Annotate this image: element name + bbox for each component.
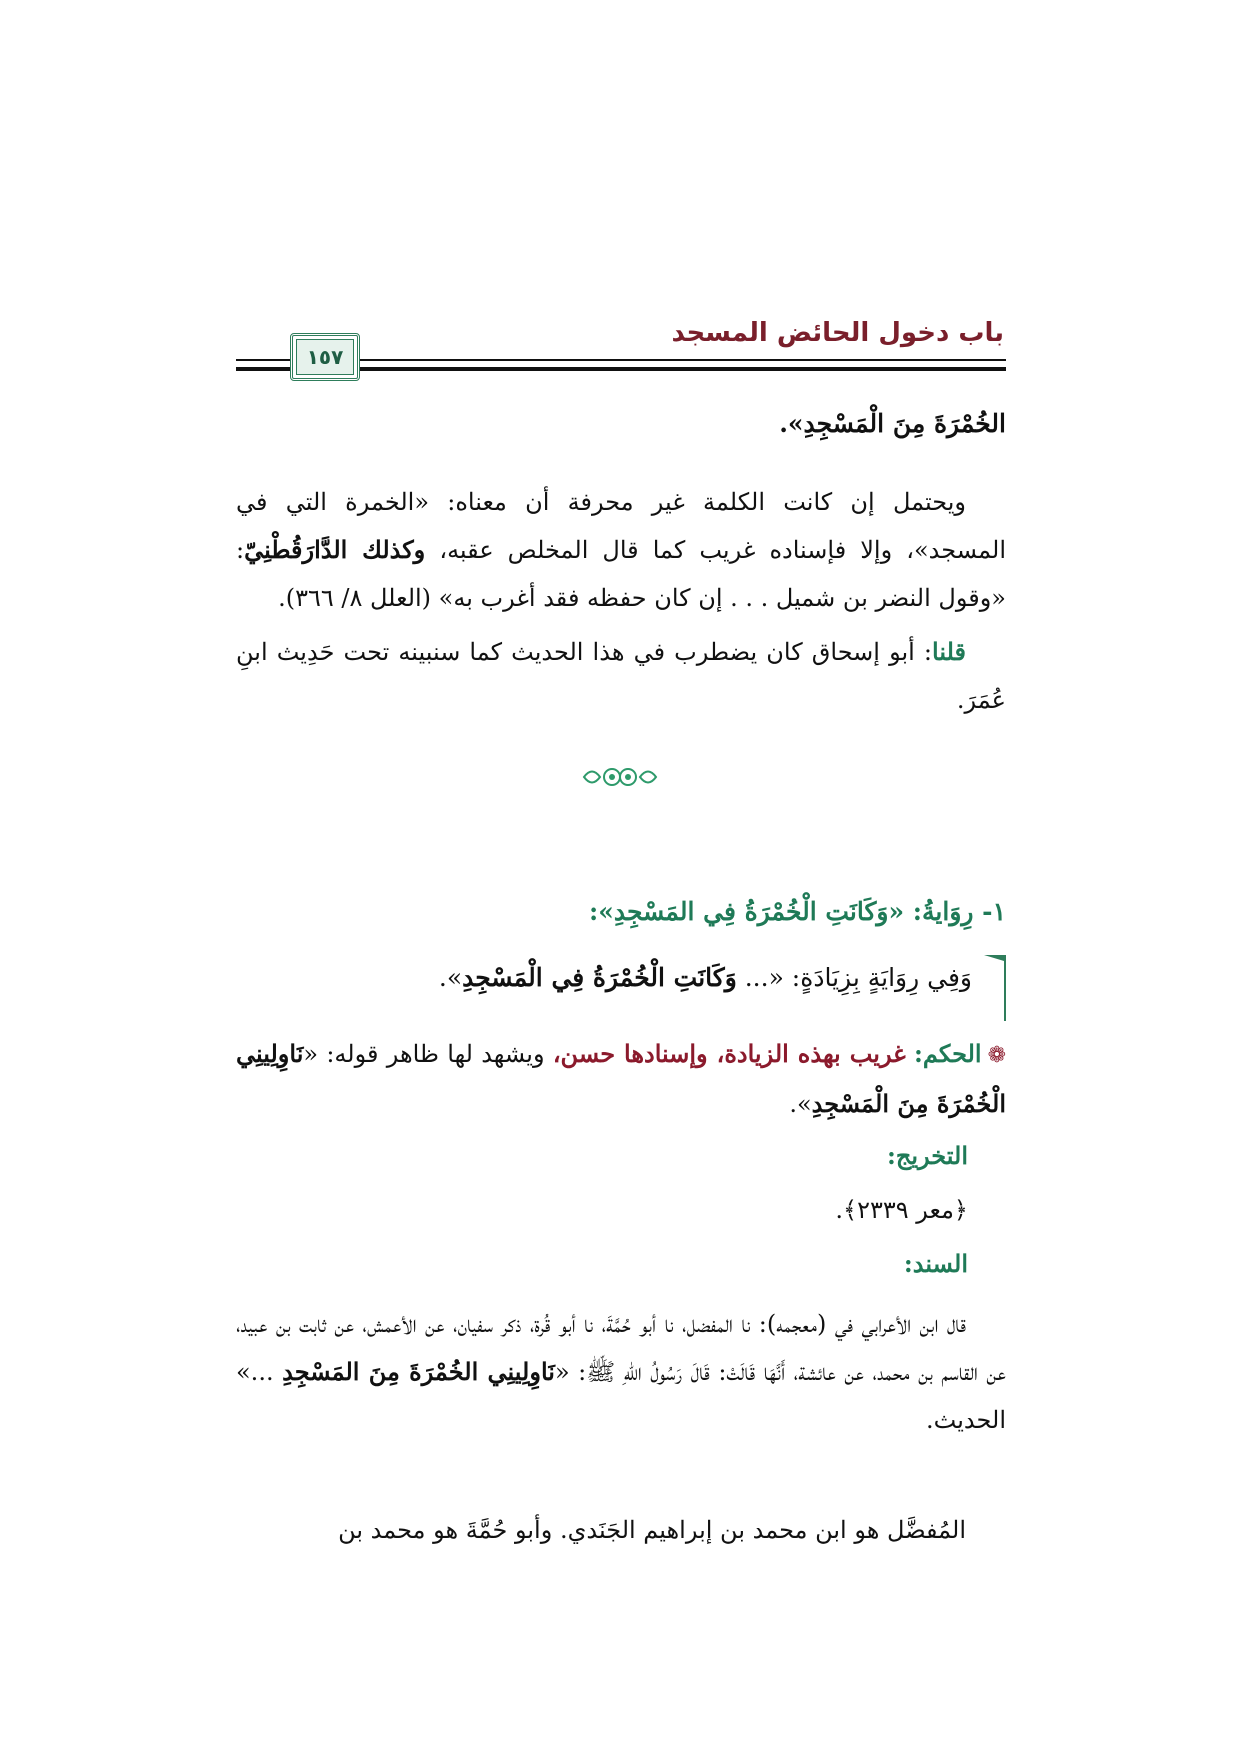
riwaya-bold: وَكَانَتِ الْخُمْرَةُ فِي الْمَسْجِدِ: [462, 963, 737, 992]
para1-bold: وكذلك الدَّارَقُطْنِيّ: [244, 535, 426, 564]
rosette-icon: ❁: [987, 1043, 1007, 1068]
hukm-paragraph: [236, 1030, 1006, 1128]
qulna-text: : أبو إسحاق كان يضطرب في هذا الحديث كما سنبينه تحت حَدِيث ابنِ عُمَرَ.: [236, 638, 1006, 714]
sanad-text-a: قال ابن الأعرابي في (معجمه): نا المفضل، نا أبو حُمَّةَ، نا أبو قُرة، ذكر سفيان، عن الأعمش، عن ثابت بن عبيد، عن القاسم بن محمد، عن عائشة، أَنَّهَا قَالَتْ: قَالَ رَسُولُ اللهِ ﷺ: «: [236, 1310, 1006, 1386]
sanad-paragraph: [236, 1300, 1006, 1444]
page-number: ١٥٧: [296, 339, 354, 375]
hukm-quote: نَاوِلِينِي الْخُمْرَةَ مِنَ الْمَسْجِدِ: [236, 1039, 1006, 1118]
hukm-rest: ويشهد لها ظاهر قوله: «: [303, 1040, 553, 1068]
page-number-badge: [290, 333, 360, 381]
chapter-title: باب دخول الحائض المسجد: [671, 318, 1004, 348]
sanad-text-b: ...» الحديث.: [236, 1358, 1006, 1434]
hukm-end: ».: [789, 1090, 812, 1118]
takhrij-value: ﴿معر ٢٣٣٩﴾.: [835, 1196, 968, 1224]
section-heading: ١- رِوَايةُ: «وَكَانَتِ الْخُمْرَةُ فِي المَسْجِدِ»:: [588, 897, 1006, 926]
para1-text-b: : «وقول النضر بن شميل . . . إن كان حفظه فقد أغرب به» (العلل ٨/ ٣٦٦).: [236, 536, 1006, 612]
paragraph-qulna: [236, 628, 1006, 724]
section-divider-ornament-icon: [580, 760, 660, 794]
sanad-label: السند:: [903, 1249, 968, 1278]
box-corner-icon: [984, 955, 1006, 1021]
last-paragraph-line: المُفضَّل هو ابن محمد بن إبراهيم الجَنَدي. وأبو حُمَّةَ هو محمد بن: [338, 1516, 966, 1544]
sanad-bold: نَاوِلِينِي الخُمْرَةَ مِنَ المَسْجِدِ: [282, 1357, 555, 1386]
riwaya-prefix: وَفِي رِوَايَةٍ بِزِيَادَةٍ: «...: [736, 963, 972, 992]
continued-quote-line: الخُمْرَةَ مِنَ الْمَسْجِدِ».: [779, 409, 1006, 438]
qulna-label: قلنا: [932, 637, 966, 666]
hukm-verdict: غريب بهذه الزيادة، وإسنادها حسن،: [552, 1039, 906, 1068]
takhrij-label: التخريج:: [887, 1141, 968, 1170]
para1-text-a: ويحتمل إن كانت الكلمة غير محرفة أن معناه: «الخمرة التي في المسجد»، وإلا فإسناده غريب كما قال المخلص عقبه،: [236, 488, 1006, 564]
hukm-label: الحكم:: [914, 1039, 982, 1068]
paragraph-commentary: [236, 478, 1006, 622]
riwaya-text: [439, 963, 972, 992]
riwaya-suffix: ».: [438, 963, 463, 992]
riwaya-box: [236, 955, 1006, 1021]
